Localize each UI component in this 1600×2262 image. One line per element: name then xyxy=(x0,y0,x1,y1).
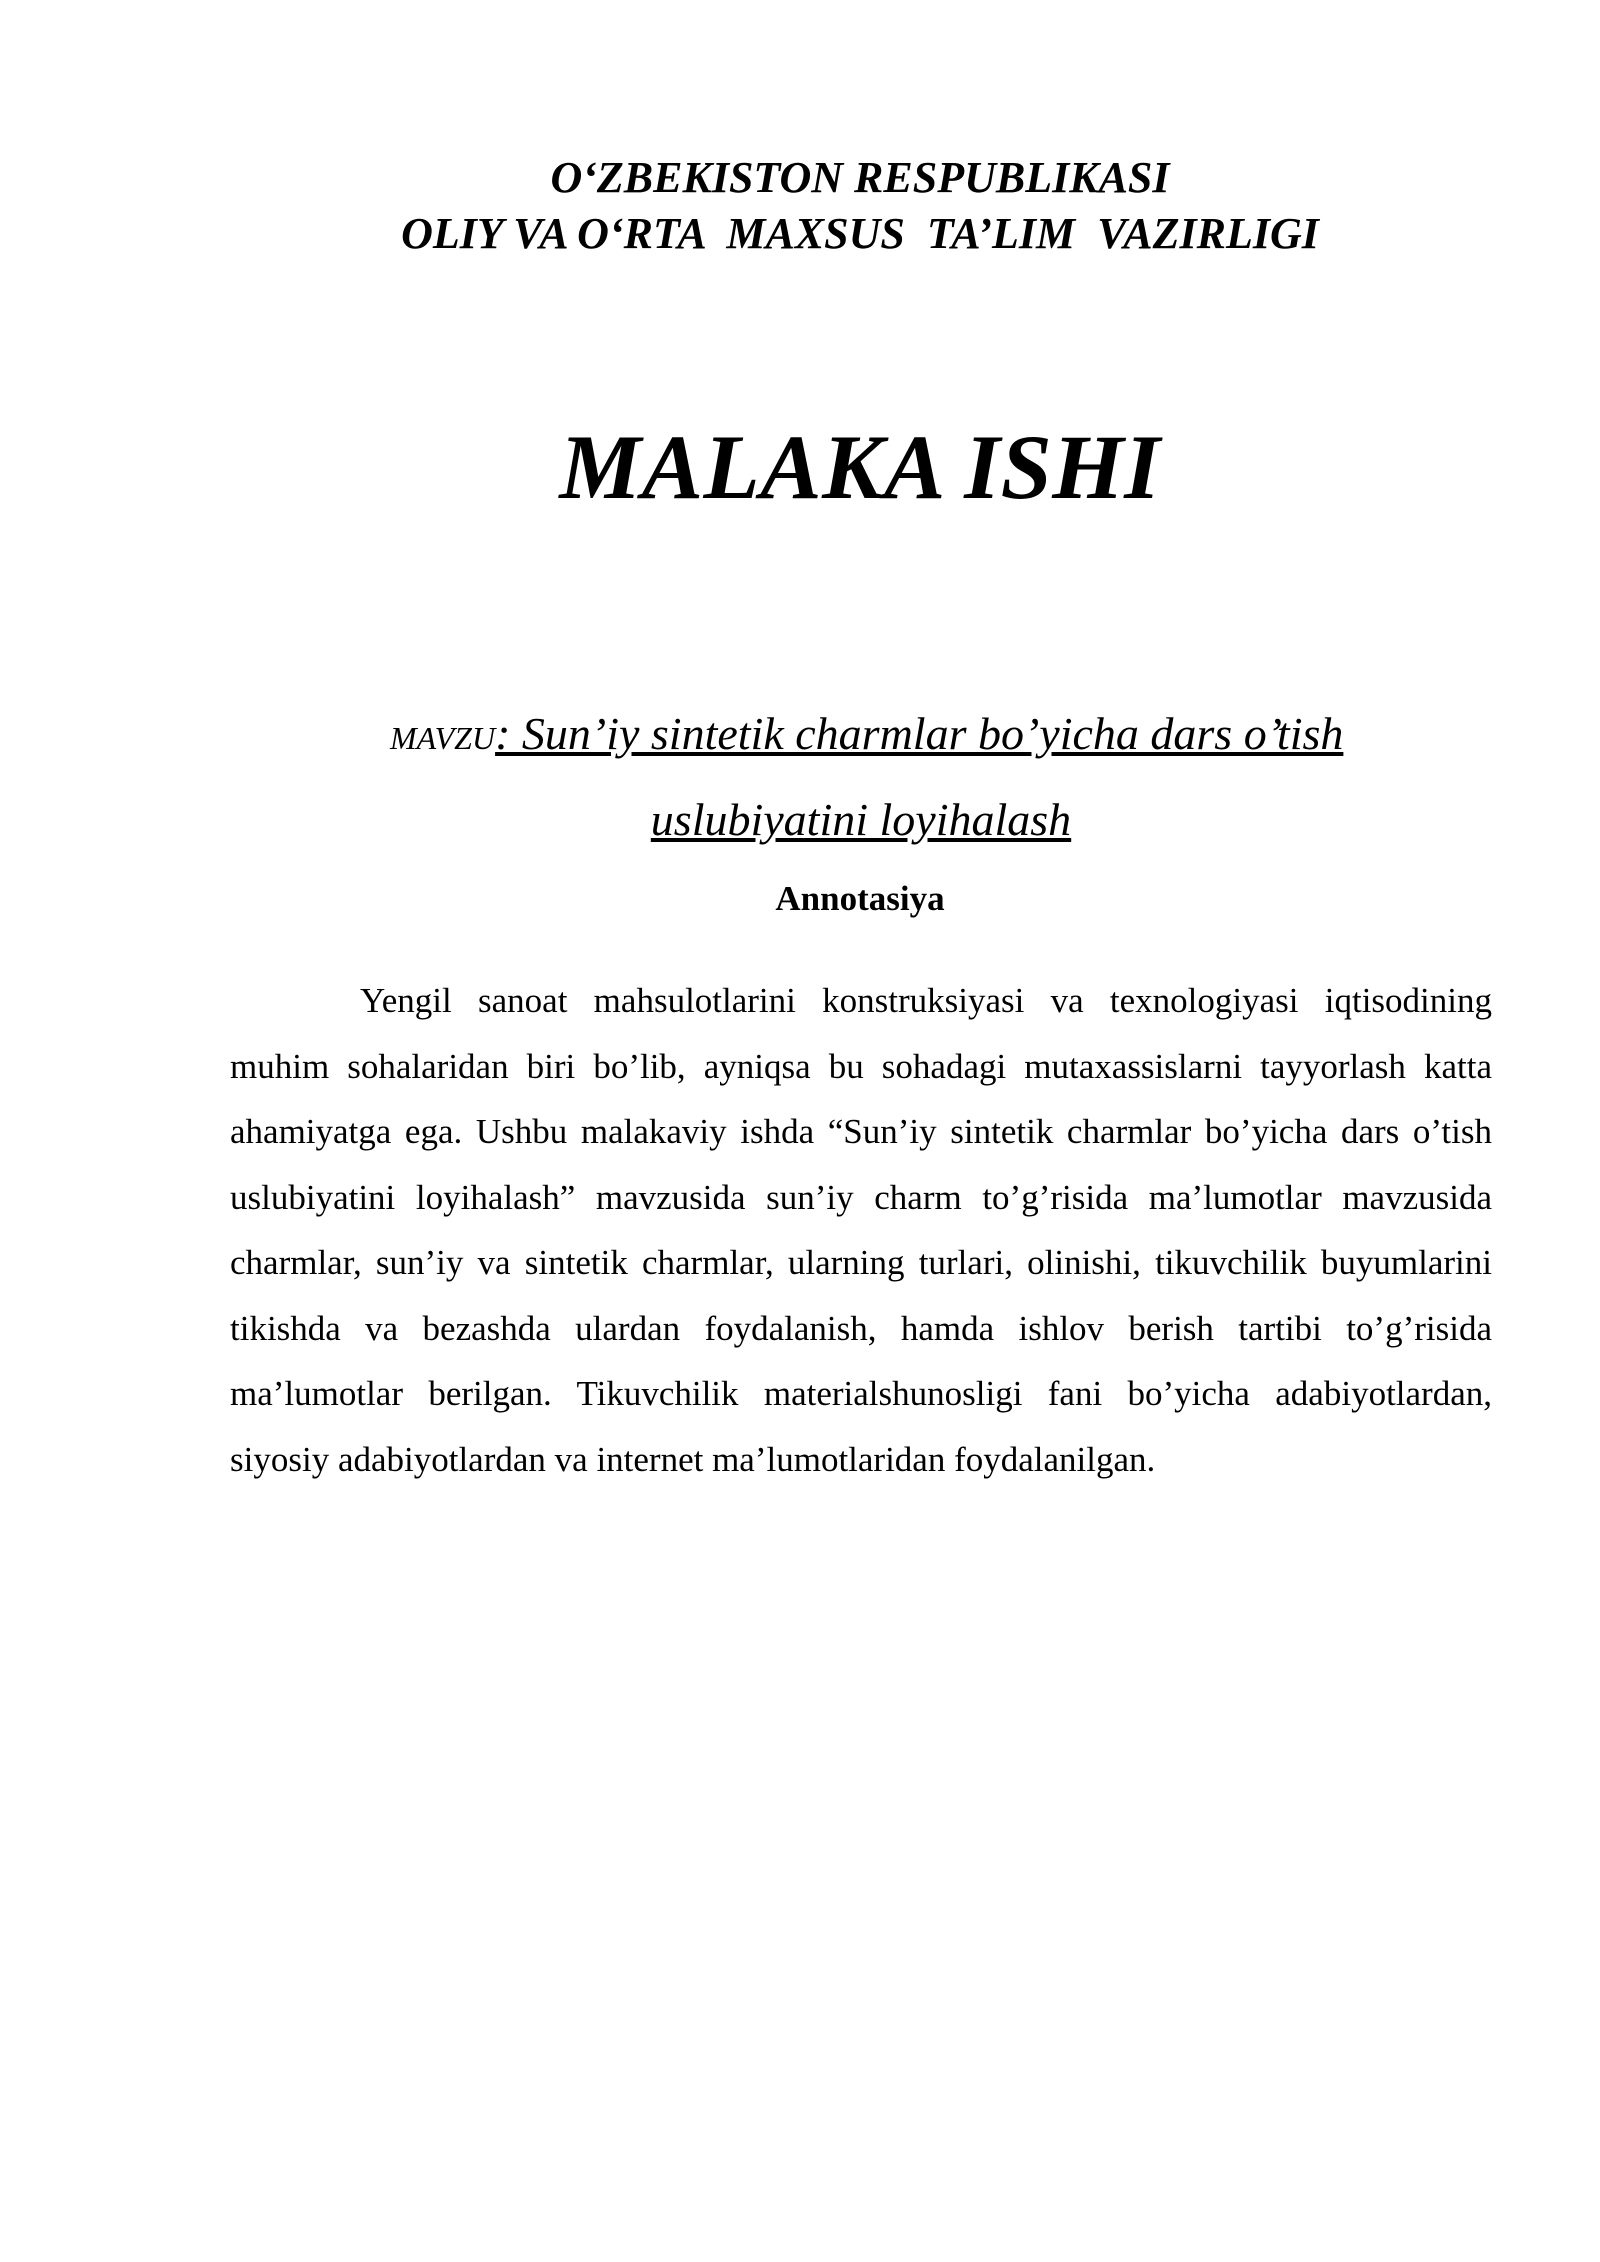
country-name: O‘ZBEKISTON RESPUBLIKASI xyxy=(550,153,1170,202)
topic-line-1 xyxy=(390,704,1440,768)
ministry-name: OLIY VA O‘RTA MAXSUS TA’LIM VAZIRLIGI xyxy=(401,209,1319,258)
topic-label: MAVZU xyxy=(390,720,496,756)
topic-text-line-2: uslubiyatini loyihalash xyxy=(650,794,1072,845)
annotation-heading: Annotasiya xyxy=(775,879,945,918)
document-title: MALAKA ISHI xyxy=(559,416,1161,518)
ministry-header xyxy=(0,150,1600,262)
topic-text-line-1: : Sun’iy sintetik charmlar bo’yicha dars o’tish xyxy=(495,708,1344,759)
annotation-paragraph: Yengil sanoat mahsulotlarini konstruksiyasi va texnologiyasi iqtisodining muhim sohalaridan biri bo’lib, ayniqsa bu sohadagi mutaxassislarni tayyorlash katta ahamiyatga ega. Ushbu malakaviy ishda “Sun’iy sintetik charmlar bo’yicha dars o’tish uslubiyatini loyihalash” mavzusida sun’iy charm to’g’risida ma’lumotlar mavzusida charmlar, sun’iy va sintetik charmlar, ularning turlari, olinishi, tikuvchilik buyumlarini tikishda va bezashda ulardan foydalanish, hamda ishlov berish tartibi to’g’risida ma’lumotlar berilgan. Tikuvchilik materialshunosligi fani bo’yicha adabiyotlardan, siyosiy adabiyotlardan va internet ma’lumotlaridan foydalanilgan. xyxy=(230,981,1492,1479)
